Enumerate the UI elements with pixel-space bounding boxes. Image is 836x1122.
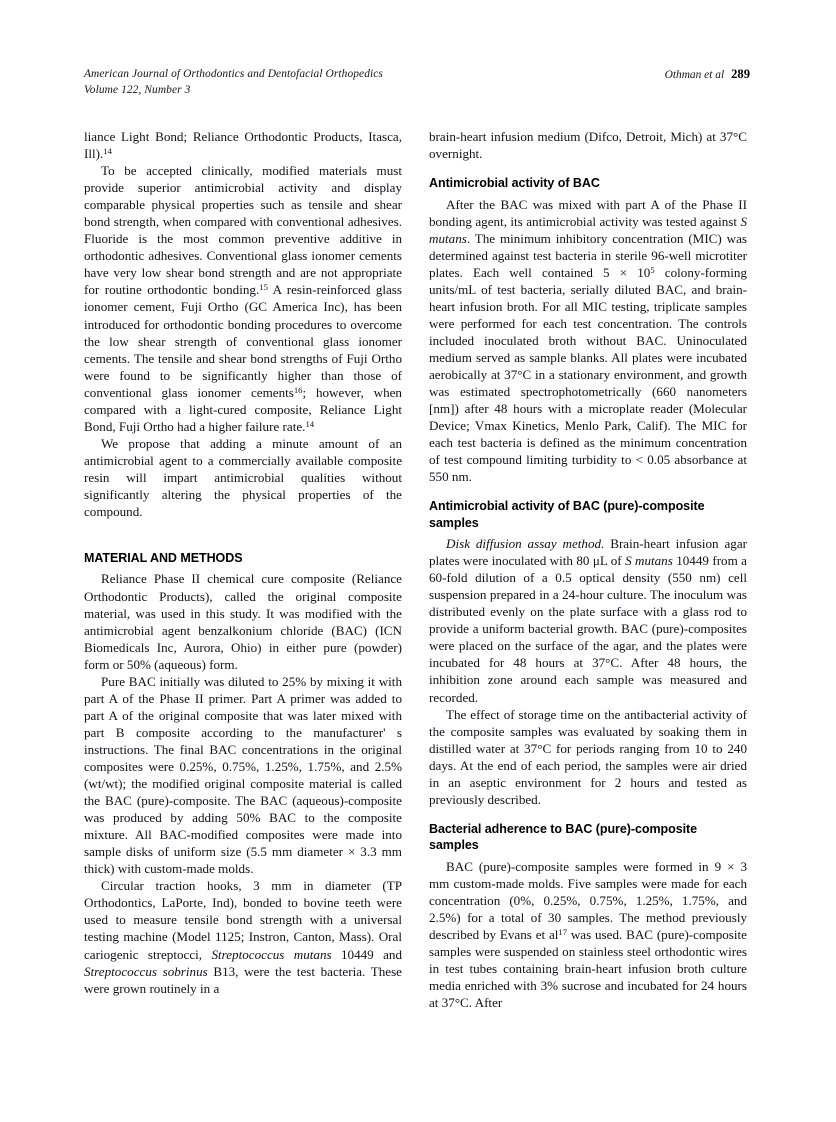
- species-name: S mutans: [429, 213, 747, 246]
- paragraph-text: was used. BAC (pure)-composite samples were suspended on stainless steel orthodontic wires in test tubes containing brain-heart infusion broth culture media enriched with 3% sucrose and incubated for 24 hours at 37°C. After: [429, 926, 747, 1011]
- heading-spacer: [429, 808, 747, 821]
- column-left: [84, 128, 402, 997]
- heading-line-2: samples: [429, 515, 479, 530]
- method-lead-in: Disk diffusion assay method.: [446, 536, 605, 552]
- paragraph-text: colony-forming units/mL of test bacteria, serially diluted BAC, and brain-heart infusion broth. For all MIC testing, triplicate samples were performed for each test concentration. The controls included inoculated broth without BAC. Uninoculated medium served as sample blanks. All plates were incubated aerobically at 37°C in a stationary environment, and growth was estimated spectrophotometrically (660 nanometers [nm]) after 48 hours with a microplate reader (Molecular Device; Vmax Kinetics, Menlo Park, Calif). The MIC for each test bacteria is defined as the minimum concentration of test compound limiting turbidity to < 0.05 absorbance at 550 nm.: [429, 264, 747, 485]
- paragraph-text: To be accepted clinically, modified materials must provide superior antimicrobial activity and display comparable physical properties such as tensile and shear bond strength, when compared with conventional adhesives. Fluoride is the most common preventive additive in orthodontic adhesives. Conventional glass ionomer cements have very low shear bond strength and are not appropriate for routine orthodontic bonding.: [84, 163, 402, 298]
- heading-bacterial-adherence: [429, 821, 747, 854]
- citation-superscript: 17: [558, 926, 568, 937]
- running-head-left: [84, 66, 554, 98]
- exponent-superscript: 5: [650, 264, 655, 275]
- paragraph-proposal: We propose that adding a minute amount of an antimicrobial agent to a commercially available composite resin will impart antimicrobial qualities without significantly altering the physical properties of the compound.: [84, 435, 402, 520]
- paragraph-adherence-method: [429, 858, 747, 1011]
- running-head: [84, 66, 750, 102]
- paragraph-text: BAC (pure)-composite samples were formed in 9 × 3 mm custom-made molds. Five samples were made for each concentration (0%, 0.25%, 0.75%, 1.25%, 1.75%, and 2.5%) for a total of 30 samples. The method previously described by Evans et al: [429, 858, 747, 942]
- heading-antimicrobial-activity-bac-pure-composite: [429, 498, 747, 531]
- paragraph-continued: brain-heart infusion medium (Difco, Detroit, Mich) at 37°C overnight.: [429, 129, 747, 162]
- heading-material-and-methods: MATERIAL AND METHODS: [84, 551, 243, 566]
- page-number: 289: [731, 67, 750, 81]
- paragraph-text: 10449 and: [331, 946, 402, 962]
- citation-superscript: 14: [305, 418, 315, 429]
- column-right: [429, 128, 747, 1011]
- paragraph-text: Circular traction hooks, 3 mm in diameter (TP Orthodontics, LaPorte, Ind), bonded to bovine teeth were used to measure tensile bond strength with a universal testing machine (Model 1125; Instron, Canton, Mass). Oral cariogenic streptocci,: [84, 878, 402, 962]
- heading-line-1: Bacterial adherence to BAC (pure)-composite: [429, 821, 698, 836]
- journal-title: American Journal of Orthodontics and Dentofacial Orthopedics: [84, 68, 383, 80]
- section-spacer: [84, 520, 402, 550]
- paragraph-text: B13, were the test bacteria. These were grown routinely in a: [84, 963, 402, 996]
- paragraph-continued: [84, 128, 402, 162]
- heading-spacer: [429, 162, 747, 175]
- heading-antimicrobial-activity-bac: Antimicrobial activity of BAC: [429, 176, 600, 191]
- heading-spacer: [429, 485, 747, 498]
- paragraph-composite-material: Reliance Phase II chemical cure composite (Reliance Orthodontic Products), called the original composite material, was used in this study. It was modified with the antimicrobial agent benzalkonium chloride (BAC) (ICN Biomedicals Inc, Aurora, Ohio) in either pure (powder) form or 50% (aqueous) form.: [84, 571, 402, 672]
- running-head-right: [665, 66, 750, 83]
- paragraph-storage-time: The effect of storage time on the antibacterial activity of the composite samples was evaluated by soaking them in distilled water at 37°C for periods ranging from 10 to 240 days. At the end of each period, the samples were air dried in an aseptic environment for 2 hours and tested as previously described.: [429, 706, 747, 807]
- heading-line-1: Antimicrobial activity of BAC (pure)-composite: [429, 499, 705, 514]
- paragraph-text: Brain-heart infusion agar plates were inoculated with 80 μL of: [429, 536, 747, 569]
- heading-line-2: samples: [429, 838, 479, 853]
- species-name: Streptococcus mutans: [211, 946, 332, 962]
- citation-superscript: 16: [293, 384, 303, 395]
- volume-issue: Volume 122, Number 3: [84, 84, 191, 96]
- species-name: Streptococcus sobrinus: [84, 963, 208, 979]
- paragraph-bac-dilution: Pure BAC initially was diluted to 25% by mixing it with part A of the Phase II primer. Part A primer was added to part A of the original composite that was later mixed with part B composite according to the manufacturer' s instructions. The final BAC concentrations in the original composites were 0.25%, 0.75%, 1.25%, 1.75%, and 2.5% (wt/wt); the modified original composite material is called the BAC (pure)-composite. The BAC (aqueous)-composite was produced by adding 50% BAC to the composite mixture. All BAC-modified composites were made into sample disks of uniform size (5.5 mm diameter × 3.3 mm thick) with custom-made molds.: [84, 673, 402, 877]
- paragraph-traction-hooks: [84, 877, 402, 996]
- citation-superscript: 14: [103, 145, 112, 156]
- citation-superscript: 15: [259, 282, 268, 293]
- paragraph-clinical-acceptance: [84, 162, 402, 435]
- paragraph-text: ; however, when compared with a light-cured composite, Reliance Light Bond, Fuji Ortho had a higher failure rate.: [84, 384, 402, 434]
- paragraph-text: . The minimum inhibitory concentration (MIC) was determined against test bacteria in sterile 96-well microtiter plates. Each well contained 5 × 10: [429, 230, 747, 280]
- paragraph-text: liance Light Bond; Reliance Orthodontic Products, Itasca, Ill).: [84, 129, 402, 162]
- paragraph-disk-diffusion: [429, 535, 747, 705]
- paragraph-text: After the BAC was mixed with part A of the Phase II bonding agent, its antimicrobial activity was tested against: [429, 196, 747, 229]
- paragraph-text: A resin-reinforced glass ionomer cement, Fuji Ortho (GC America Inc), has been introduced for orthodontic bonding procedures to overcome the low shear strength of conventional glass ionomer cements. The tensile and shear bond strengths of Fuji Ortho were found to be significantly higher than those of conventional glass ionomer cements: [84, 282, 403, 400]
- paragraph-mic-method: [429, 196, 747, 486]
- species-name: S mutans: [625, 553, 673, 569]
- author-short: Othman et al: [664, 69, 725, 81]
- paragraph-text: 10449 from a 60-fold dilution of a 0.5 optical density (550 nm) cell suspension prepared in a 24-hour culture. The inoculum was distributed evenly on the plate surface with a glass rod to provide a uniform bacterial growth. BAC (pure)-composites were placed on the surface of the agar, and the plates were incubated for 48 hours at 37°C. After 48 hours, the inhibition zone around each sample was measured and recorded.: [429, 553, 747, 705]
